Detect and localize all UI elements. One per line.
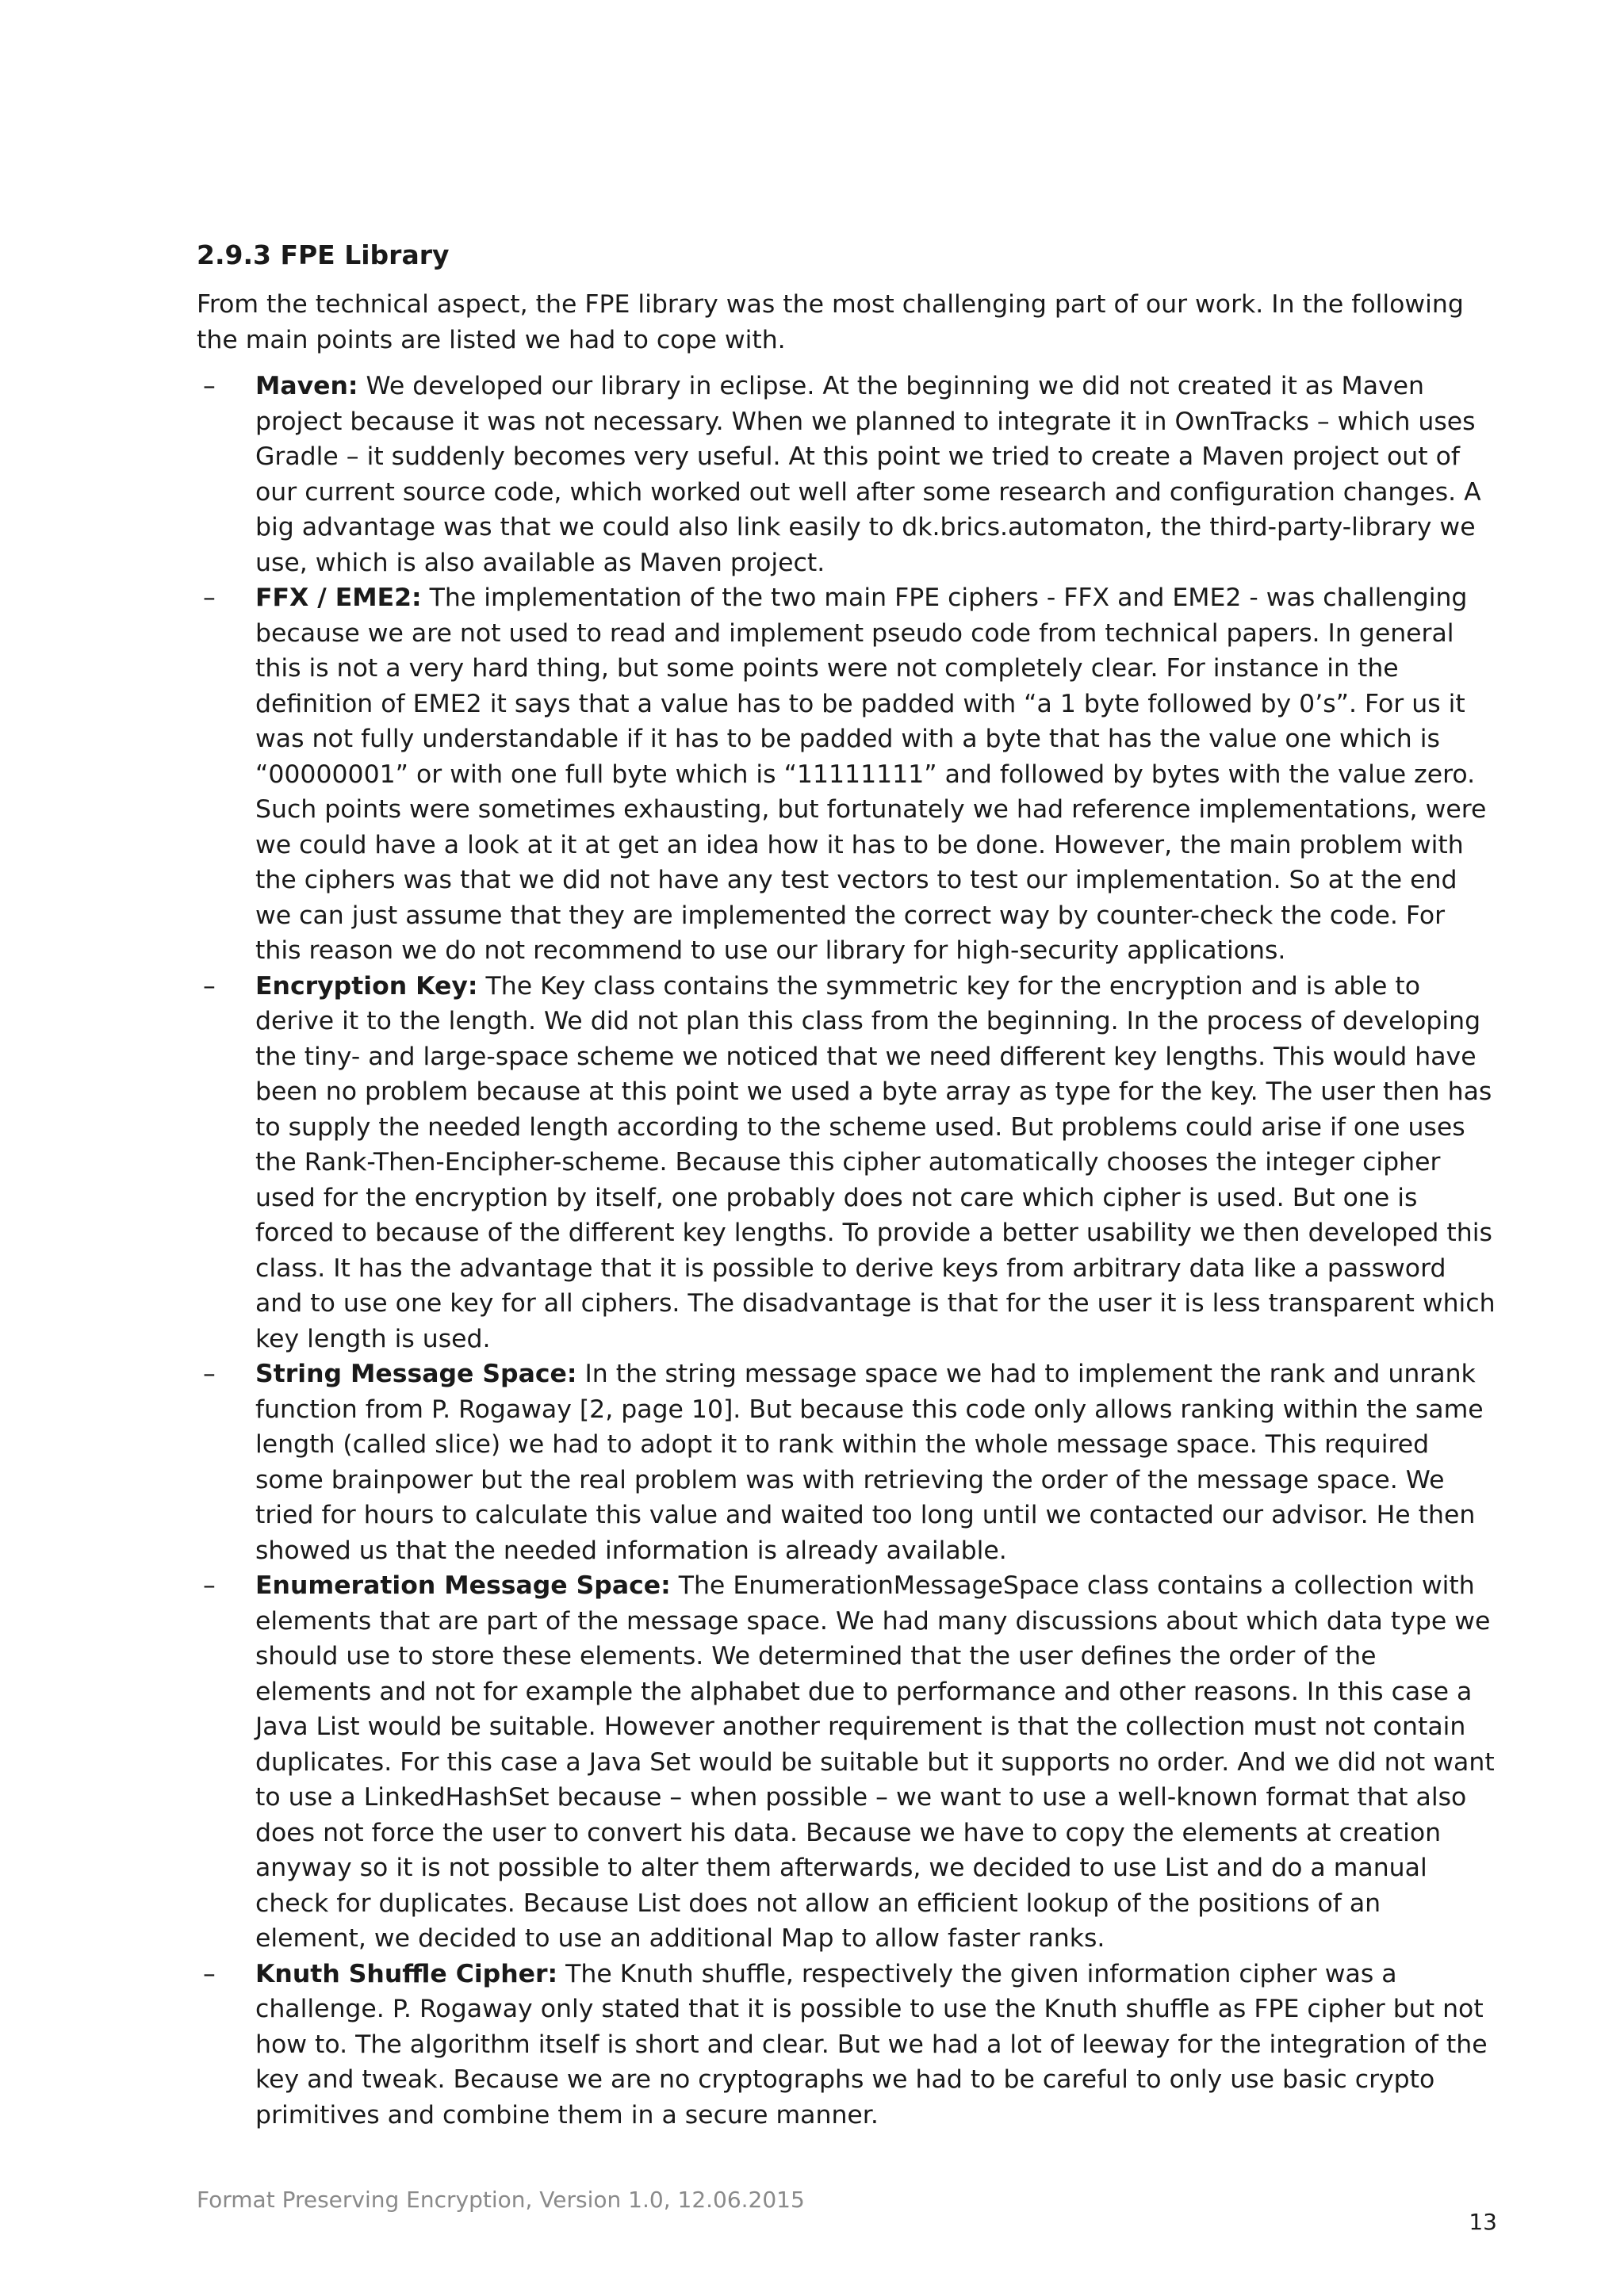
bullet-dash: – <box>203 1959 216 1988</box>
list-item-ffx-eme2 <box>197 580 1497 969</box>
item-text: We developed our library in eclipse. At the beginning we did not created it as Maven project because it was not necessary. When we planned to integrate it in OwnTracks – which uses Gradle – it suddenly becomes very useful. At this point we tried to create a Maven project out of our current source code, which worked out well after some research and configuration changes. A big advantage was that we could also link easily to dk.brics.automaton, the third-party-library we use, which is also available as Maven project. <box>255 372 1481 577</box>
bullet-dash: – <box>203 1571 216 1600</box>
item-label: Enumeration Message Space: <box>255 1571 671 1600</box>
item-label: Knuth Shuffle Cipher: <box>255 1959 558 1988</box>
item-label: String Message Space: <box>255 1360 577 1388</box>
item-text: The Key class contains the symmetric key for the encryption and is able to derive it to the length. We did not plan this class from the beginning. In the process of developing the tiny- and large-space scheme we noticed that we need different key lengths. This would have been no problem because at this point we used a byte array as type for the key. The user then has to supply the needed length according to the scheme used. But problems could arise if one uses the Rank-Then-Encipher-scheme. Because this cipher automatically chooses the integer cipher used for the encryption by itself, one probably does not care which cipher is used. But one is forced to because of the different key lengths. To provide a better usability we then developed this class. It has the advantage that it is possible to derive keys from arbitrary data like a password and to use one key for all ciphers. The disadvantage is that for the user it is less transparent which key length is used. <box>255 971 1496 1353</box>
list-item-maven <box>197 369 1497 580</box>
item-label: Maven: <box>255 372 358 400</box>
item-label: Encryption Key: <box>255 971 478 1001</box>
challenge-list <box>197 369 1497 2133</box>
item-text: The Knuth shuffle, respectively the given information cipher was a challenge. P. Rogaway only stated that it is possible to use the Knuth shuffle as FPE cipher but not how to. The algorithm itself is short and clear. But we had a lot of leeway for the integration of the key and tweak. Because we are no cryptographs we had to be careful to only use basic crypto primitives and combine them in a secure manner. <box>255 1959 1488 2130</box>
list-item-encryption-key <box>197 969 1497 1357</box>
intro-paragraph: From the technical aspect, the FPE library was the most challenging part of our work. In the following the main points are listed we had to cope with. <box>197 290 1464 354</box>
footer-document-info: Format Preserving Encryption, Version 1.0, 12.06.2015 <box>197 2187 805 2213</box>
item-text: The EnumerationMessageSpace class contains a collection with elements that are part of the message space. We had many discussions about which data type we should use to store these elements. We determined that the user defines the order of the elements and not for example the alphabet due to performance and other reasons. In this case a Java List would be suitable. However another requirement is that the collection must not contain duplicates. For this case a Java Set would be suitable but it supports no order. And we did not want to use a LinkedHashSet because – when possible – we want to use a well-known format that also does not force the user to convert his data. Because we have to copy the elements at creation anyway so it is not possible to alter them afterwards, we decided to use List and do a manual check for duplicates. Because List does not allow an efficient lookup of the positions of an element, we decided to use an additional Map to allow faster ranks. <box>255 1571 1495 1953</box>
item-label: FFX / EME2: <box>255 584 422 612</box>
bullet-dash: – <box>203 584 216 612</box>
bullet-dash: – <box>203 971 216 1001</box>
item-text: In the string message space we had to implement the rank and unrank function from P. Rogaway [2, page 10]. But because this code only allows ranking within the same length (called slice) we had to adopt it to rank within the whole message space. This required some brainpower but the real problem was with retrieving the order of the message space. We tried for hours to calculate this value and waited too long until we contacted our advisor. He then showed us that the needed information is already available. <box>255 1360 1484 1565</box>
page-number: 13 <box>1469 2209 1497 2235</box>
bullet-dash: – <box>203 1360 216 1388</box>
bullet-dash: – <box>203 372 216 400</box>
list-item-string-message-space <box>197 1357 1497 1568</box>
section-heading: 2.9.3 FPE Library <box>197 239 450 270</box>
document-page <box>197 238 1497 2133</box>
list-item-knuth-shuffle-cipher <box>197 1957 1497 2133</box>
list-item-enumeration-message-space <box>197 1568 1497 1957</box>
item-text: The implementation of the two main FPE ciphers - FFX and EME2 - was challenging because we are not used to read and implement pseudo code from technical papers. In general this is not a very hard thing, but some points were not completely clear. For instance in the definition of EME2 it says that a value has to be padded with “a 1 byte followed by 0’s”. For us it was not fully understandable if it has to be padded with a byte that has the value one which is “00000001” or with one full byte which is “11111111” and followed by bytes with the value zero. Such points were sometimes exhausting, but fortunately we had reference implementations, were we could have a look at it at get an idea how it has to be done. However, the main problem with the ciphers was that we did not have any test vectors to test our implementation. So at the end we can just assume that they are implemented the correct way by counter-check the code. For this reason we do not recommend to use our library for high-security applications. <box>255 584 1487 965</box>
